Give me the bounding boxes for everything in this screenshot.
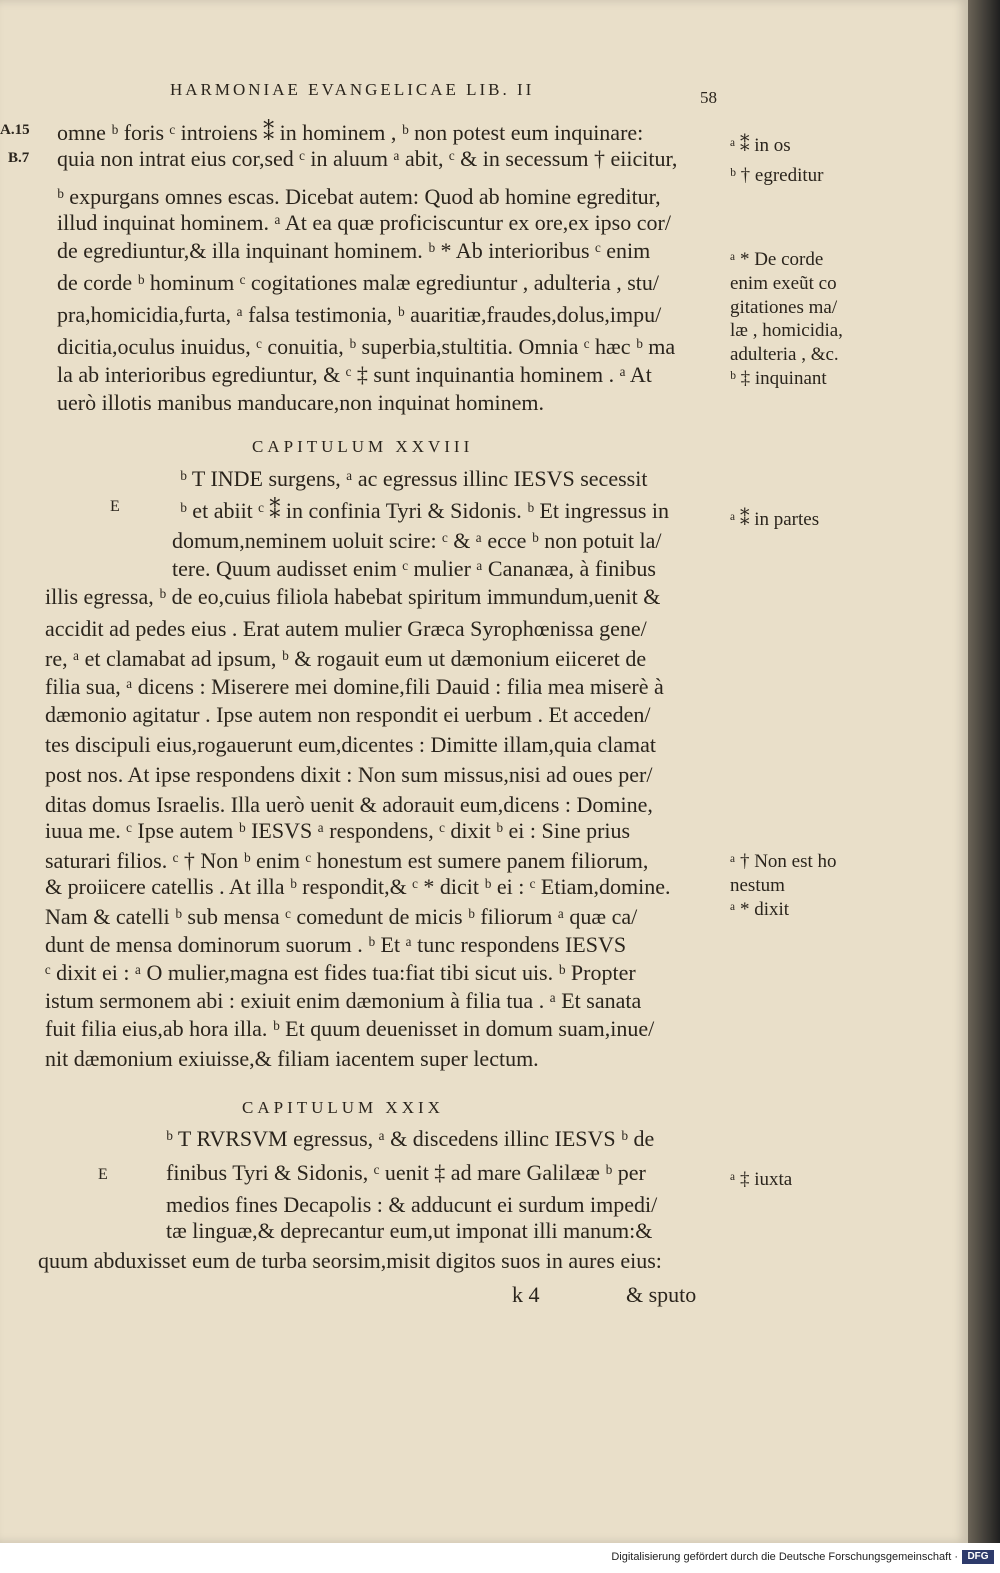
margin-letter: E	[98, 1166, 108, 1183]
text-line: ᵇ T RVRSVM egressus, ᵃ & discedens illinc IESVS ᵇ de	[166, 1126, 655, 1151]
running-title: HARMONIAE EVANGELICAE LIB. II	[170, 80, 535, 99]
text-line: de corde ᵇ hominum ᶜ cogitationes malæ egrediuntur , adulteria , stu/	[57, 270, 660, 295]
text-line: illis egressa, ᵇ de eo,cuius filiola habebat spiritum immundum,uenit &	[45, 584, 661, 609]
text-line: istum sermonem abi : exiuit enim dæmonium à filia tua . ᵃ Et sanata	[45, 988, 642, 1013]
text-line: quia non intrat eius cor,sed ᶜ in aluum ᵃ abit, ᶜ & in secessum † eiicitur,	[57, 146, 678, 171]
catchword: & sputo	[626, 1282, 697, 1307]
text-line: filia sua, ᵃ dicens : Miserere mei domine,fili Dauid : filia mea miserè à	[45, 674, 664, 699]
marginal-note: ᵃ * dixit	[730, 899, 790, 920]
marginal-note: ᵃ ⁑ in os	[730, 135, 791, 156]
chapter-heading: CAPITULUM XXIX	[242, 1098, 444, 1117]
marginal-note: ᵃ † Non est ho	[730, 851, 837, 872]
text-line: re, ᵃ et clamabat ad ipsum, ᵇ & rogauit eum ut dæmonium eiiceret de	[45, 646, 647, 671]
text-line: de egrediuntur,& illa inquinant hominem. ᵇ * Ab interioribus ᶜ enim	[57, 238, 651, 263]
text-line: domum,neminem uoluit scire: ᶜ & ᵃ ecce ᵇ non potuit la/	[172, 528, 662, 553]
side-reference-b7: B.7	[8, 150, 30, 166]
text-line: & proiicere catellis . At illa ᵇ respondit,& ᶜ * dicit ᵇ ei : ᶜ Etiam,domine.	[45, 874, 671, 899]
marginal-note: læ , homicidia,	[730, 320, 843, 341]
footer-credit: Digitalisierung gefördert durch die Deutsche Forschungsgemeinschaft ·	[611, 1551, 958, 1563]
text-line: tæ linguæ,& deprecantur eum,ut imponat illi manum:&	[166, 1218, 653, 1243]
text-line: accidit ad pedes eius . Erat autem mulier Græca Syrophœnissa gene/	[45, 616, 647, 641]
marginal-note: nestum	[730, 875, 785, 896]
folio-number: 58	[700, 88, 717, 107]
text-line: ᶜ dixit ei : ᵃ O mulier,magna est fides tua:fiat tibi sicut uis. ᵇ Propter	[45, 960, 636, 985]
text-line: dicitia,oculus inuidus, ᶜ conuitia, ᵇ superbia,stultitia. Omnia ᶜ hæc ᵇ ma	[57, 334, 676, 359]
text-line: dæmonio agitatur . Ipse autem non respondit ei uerbum . Et acceden/	[45, 702, 651, 727]
page-edge	[968, 0, 1000, 1543]
marginal-note: gitationes ma/	[730, 297, 838, 318]
text-line: ᵇ expurgans omnes escas. Dicebat autem: Quod ab homine egreditur,	[57, 184, 661, 209]
signature-mark: k 4	[512, 1282, 540, 1307]
text-line: pra,homicidia,furta, ᵃ falsa testimonia, ᵇ auaritiæ,fraudes,dolus,impu/	[57, 302, 662, 327]
text-line: ditas domus Israelis. Illa uerò uenit & adorauit eum,dicens : Domine,	[45, 792, 653, 817]
text-line: medios fines Decapolis : & adducunt ei surdum impedi/	[166, 1192, 658, 1217]
marginal-note: enim exeũt co	[730, 273, 837, 294]
text-line: tes discipuli eius,rogauerunt eum,dicentes : Dimitte illam,quia clamat	[45, 732, 656, 757]
text-line: Nam & catelli ᵇ sub mensa ᶜ comedunt de micis ᵇ filiorum ᵃ quæ ca/	[45, 904, 638, 929]
text-line: la ab interioribus egrediuntur, & ᶜ ‡ sunt inquinantia hominem . ᵃ At	[57, 362, 652, 387]
text-line: uerò illotis manibus manducare,non inquinat hominem.	[57, 390, 544, 415]
text-line: iuua me. ᶜ Ipse autem ᵇ IESVS ᵃ respondens, ᶜ dixit ᵇ ei : Sine prius	[45, 818, 631, 843]
marginal-note: ᵃ ‡ iuxta	[730, 1169, 793, 1190]
text-line: ᵇ et abiit ᶜ ⁑ in confinia Tyri & Sidonis. ᵇ Et ingressus in	[180, 498, 670, 523]
text-line: saturari filios. ᶜ † Non ᵇ enim ᶜ honestum est sumere panem filiorum,	[45, 848, 649, 873]
marginal-note: ᵇ ‡ inquinant	[730, 368, 827, 389]
text-line: nit dæmonium exiuisse,& filiam iacentem super lectum.	[45, 1046, 539, 1071]
marginal-note: ᵃ * De corde	[730, 249, 824, 270]
text-line: fuit filia eius,ab hora illa. ᵇ Et quum deuenisset in domum suam,inue/	[45, 1016, 655, 1041]
chapter-heading: CAPITULUM XXVIII	[252, 437, 474, 456]
marginal-note: ᵇ † egreditur	[730, 165, 824, 186]
text-line: tere. Quum audisset enim ᶜ mulier ᵃ Cananæa, à finibus	[172, 556, 656, 581]
text-line: ᵇ T INDE surgens, ᵃ ac egressus illinc IESVS secessit	[180, 466, 648, 491]
text-line: illud inquinat hominem. ᵃ At ea quæ proficiscuntur ex ore,ex ipso cor/	[57, 210, 671, 235]
text-line: omne ᵇ foris ᶜ introiens ⁑ in hominem , ᵇ non potest eum inquinare:	[57, 120, 644, 145]
margin-letter: E	[110, 498, 120, 515]
text-line: finibus Tyri & Sidonis, ᶜ uenit ‡ ad mare Galilææ ᵇ per	[166, 1160, 646, 1185]
text-line: dunt de mensa dominorum suorum . ᵇ Et ᵃ tunc respondens IESVS	[45, 932, 627, 957]
dfg-logo: DFG	[962, 1550, 994, 1564]
side-reference-a15: A.15	[0, 122, 30, 138]
text-line: post nos. At ipse respondens dixit : Non sum missus,nisi ad oues per/	[45, 762, 653, 787]
text-line: quum abduxisset eum de turba seorsim,misit digitos suos in aures eius:	[38, 1248, 662, 1273]
marginal-note: adulteria , &c.	[730, 344, 839, 365]
marginal-note: ᵃ ⁑ in partes	[730, 509, 820, 530]
